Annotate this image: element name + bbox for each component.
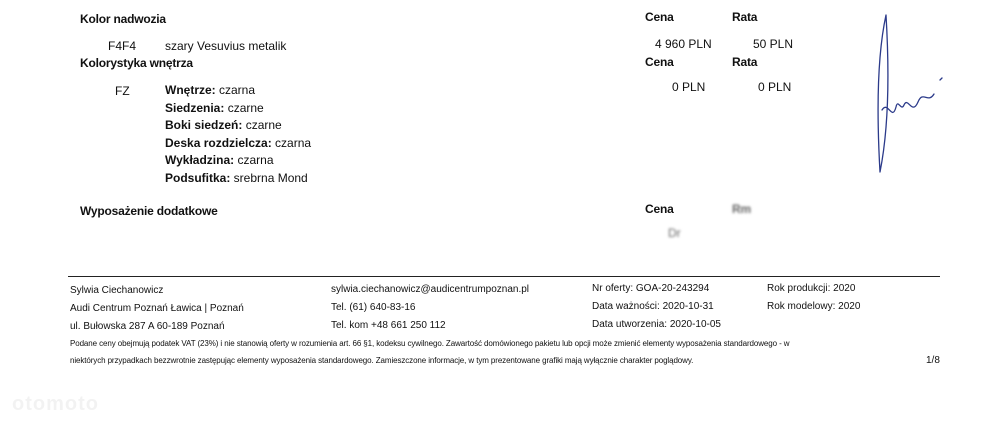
interior-rate-header: Rata bbox=[732, 55, 758, 69]
footer-offer-number: Nr oferty: GOA-20-243294 bbox=[592, 283, 710, 294]
footer-divider bbox=[68, 276, 940, 277]
interior-detail-row bbox=[165, 152, 311, 170]
footer-email[interactable]: sylwia.ciechanowicz@audicentrumpoznan.pl bbox=[331, 284, 530, 295]
watermark-logo: otomoto bbox=[12, 393, 99, 415]
detail-value: czarne bbox=[224, 100, 264, 115]
footer-mobile: Tel. kom +48 661 250 112 bbox=[331, 320, 446, 331]
detail-value: czarna bbox=[234, 153, 274, 167]
footer-valid-until: Data ważności: 2020-10-31 bbox=[592, 301, 714, 312]
footer-phone: Tel. (61) 640-83-16 bbox=[331, 302, 416, 313]
extras-price-header: Cena bbox=[645, 202, 674, 216]
footer-address: ul. Bułowska 287 A 60-189 Poznań bbox=[70, 321, 225, 332]
interior-detail-row bbox=[165, 117, 311, 135]
body-color-rate: 50 PLN bbox=[753, 37, 794, 51]
footer-disclaimer-line-1: Podane ceny obejmują podatek VAT (23%) i nie stanowią oferty w rozumienia art. 66 §1, kodeksu cywilnego. Zawartość domówionego pakietu lub opcji może zmienić elementy wyposażenia standardowego - w bbox=[70, 339, 790, 348]
interior-detail-row bbox=[165, 82, 311, 100]
detail-value: czarna bbox=[271, 135, 312, 150]
body-color-price-header: Cena bbox=[645, 10, 674, 24]
footer-dealer: Audi Centrum Poznań Ławica | Poznań bbox=[70, 303, 244, 314]
footer-created-date: Data utworzenia: 2020-10-05 bbox=[592, 319, 721, 330]
page-number: 1/8 bbox=[926, 355, 940, 366]
footer-disclaimer-line-2: niektórych przypadkach bezzwrotnie zastępując elementy wyposażenia standardowego. Zamieszczone informacje, w tym prezentowane grafiki mają wyłącznie charakter poglądowy. bbox=[70, 356, 694, 365]
signature bbox=[868, 12, 953, 177]
detail-label: Boki siedzeń: bbox=[165, 118, 243, 132]
detail-label: Wykładzina: bbox=[165, 153, 235, 167]
body-color-rate-header: Rata bbox=[732, 10, 758, 24]
body-color-price: 4 960 PLN bbox=[655, 37, 712, 51]
extras-heading: Wyposażenie dodatkowe bbox=[80, 204, 218, 218]
detail-value: czarna bbox=[215, 83, 256, 97]
interior-price: 0 PLN bbox=[672, 80, 706, 94]
interior-detail-row bbox=[165, 170, 311, 188]
body-color-name: szary Vesuvius metalik bbox=[165, 39, 287, 53]
interior-detail-row bbox=[165, 135, 311, 153]
interior-price-header: Cena bbox=[645, 55, 674, 69]
body-color-heading: Kolor nadwozia bbox=[80, 12, 166, 26]
detail-label: Wnętrze: bbox=[165, 83, 216, 97]
interior-code: FZ bbox=[115, 84, 130, 98]
body-color-code: F4F4 bbox=[108, 39, 137, 53]
interior-detail-row bbox=[165, 100, 311, 118]
extras-rate-header: Rm bbox=[732, 202, 751, 216]
footer-model-year: Rok modelowy: 2020 bbox=[767, 301, 861, 312]
interior-heading: Kolorystyka wnętrza bbox=[80, 56, 193, 70]
footer-contact-name: Sylwia Ciechanowicz bbox=[70, 285, 164, 296]
footer-production-year: Rok produkcji: 2020 bbox=[767, 283, 856, 294]
detail-label: Podsufitka: bbox=[165, 170, 231, 185]
interior-details bbox=[165, 82, 311, 187]
extras-partial-text: Dr bbox=[668, 226, 681, 240]
detail-value: czarne bbox=[242, 118, 282, 132]
detail-label: Deska rozdzielcza: bbox=[165, 135, 272, 150]
detail-value: srebrna Mond bbox=[230, 170, 308, 185]
detail-label: Siedzenia: bbox=[165, 100, 225, 115]
interior-rate: 0 PLN bbox=[758, 80, 792, 94]
